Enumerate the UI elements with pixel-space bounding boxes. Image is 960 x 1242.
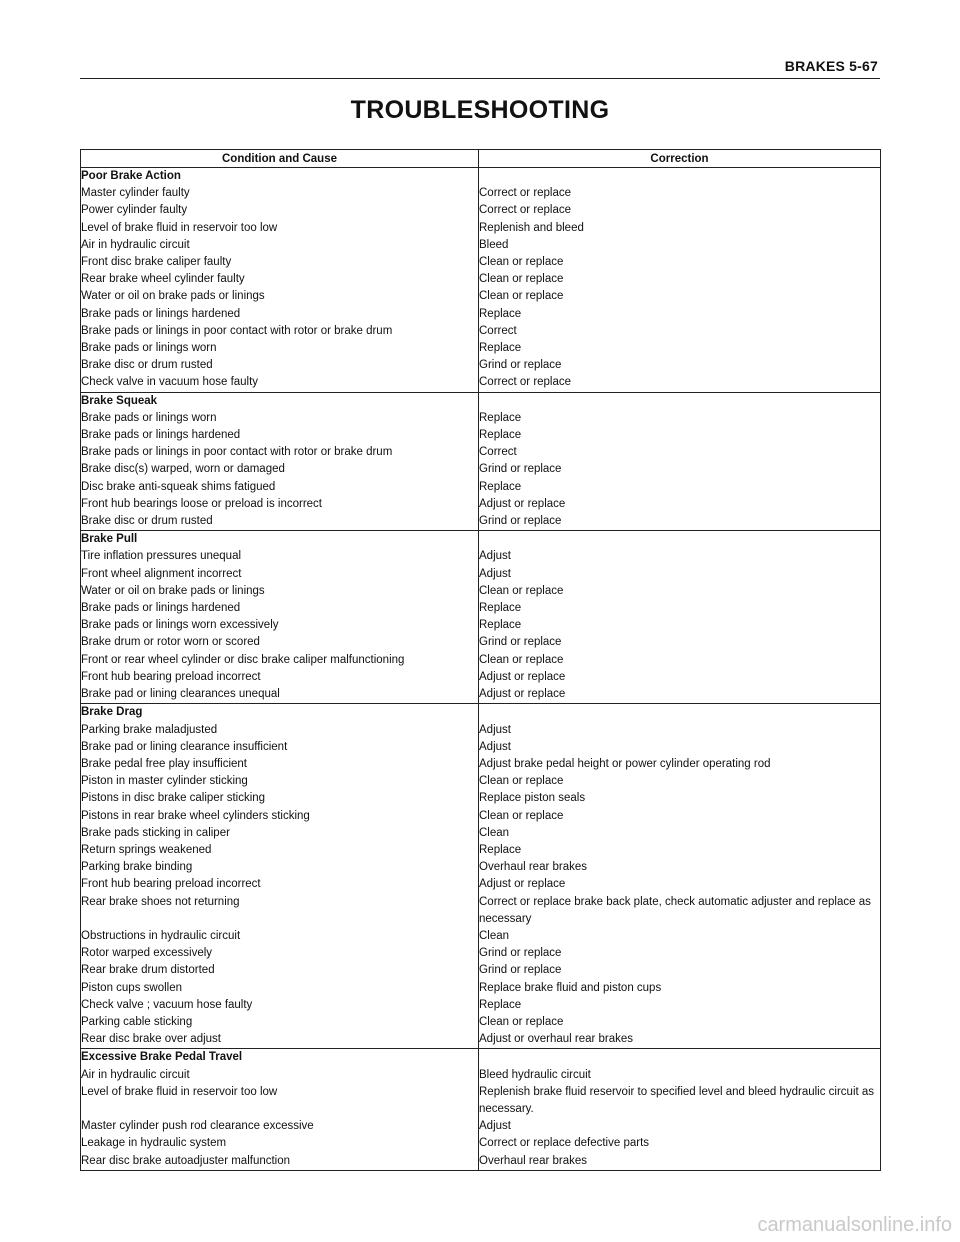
correction-cell: Overhaul rear brakes <box>479 859 881 876</box>
table-row <box>81 444 881 461</box>
table-row <box>81 1084 881 1118</box>
correction-cell: Clean or replace <box>479 1014 881 1031</box>
cause-cell: Brake pads or linings hardened <box>81 600 479 617</box>
watermark: carmanualsonline.info <box>757 1214 952 1236</box>
cause-cell: Obstructions in hydraulic circuit <box>81 928 479 945</box>
table-row <box>81 496 881 513</box>
correction-cell: Adjust or replace <box>479 669 881 686</box>
cause-cell: Return springs weakened <box>81 842 479 859</box>
cause-cell: Rear disc brake autoadjuster malfunction <box>81 1153 479 1171</box>
table-row <box>81 739 881 756</box>
table-row <box>81 894 881 928</box>
table-row <box>81 220 881 237</box>
table-header-row <box>81 150 881 168</box>
correction-cell: Clean or replace <box>479 288 881 305</box>
cause-cell: Front hub bearing preload incorrect <box>81 669 479 686</box>
cause-cell: Parking brake maladjusted <box>81 722 479 739</box>
cause-cell: Check valve ; vacuum hose faulty <box>81 997 479 1014</box>
group-row <box>81 168 881 186</box>
table-row <box>81 340 881 357</box>
correction-cell: Clean or replace <box>479 808 881 825</box>
correction-cell: Replenish brake fluid reservoir to specified level and bleed hydraulic circuit as necessary. <box>479 1084 881 1118</box>
table-row <box>81 859 881 876</box>
correction-cell: Clean or replace <box>479 652 881 669</box>
table-row <box>81 479 881 496</box>
correction-cell: Grind or replace <box>479 513 881 531</box>
cause-cell: Disc brake anti-squeak shims fatigued <box>81 479 479 496</box>
cause-cell: Water or oil on brake pads or linings <box>81 288 479 305</box>
table-row <box>81 1153 881 1171</box>
correction-cell: Replace <box>479 306 881 323</box>
correction-cell: Adjust or overhaul rear brakes <box>479 1031 881 1049</box>
correction-cell: Overhaul rear brakes <box>479 1153 881 1171</box>
cause-cell: Front hub bearings loose or preload is incorrect <box>81 496 479 513</box>
correction-cell: Replace <box>479 997 881 1014</box>
cause-cell: Air in hydraulic circuit <box>81 1067 479 1084</box>
correction-cell: Clean or replace <box>479 773 881 790</box>
correction-cell: Replenish and bleed <box>479 220 881 237</box>
cause-cell: Front hub bearing preload incorrect <box>81 876 479 893</box>
correction-cell: Grind or replace <box>479 962 881 979</box>
cause-cell: Front disc brake caliper faulty <box>81 254 479 271</box>
cause-cell: Brake pads or linings worn excessively <box>81 617 479 634</box>
cause-cell: Rear brake shoes not returning <box>81 894 479 928</box>
group-title-spacer <box>479 168 881 186</box>
table-row <box>81 306 881 323</box>
group-row <box>81 531 881 549</box>
table-row <box>81 808 881 825</box>
correction-cell: Adjust <box>479 722 881 739</box>
table-row <box>81 773 881 790</box>
cause-cell: Level of brake fluid in reservoir too low <box>81 220 479 237</box>
cause-cell: Pistons in rear brake wheel cylinders sticking <box>81 808 479 825</box>
correction-cell: Replace <box>479 600 881 617</box>
table-body <box>81 168 881 1171</box>
cause-cell: Tire inflation pressures unequal <box>81 548 479 565</box>
correction-cell: Correct or replace brake back plate, check automatic adjuster and replace as necessary <box>479 894 881 928</box>
table-row <box>81 945 881 962</box>
cause-cell: Brake pads or linings worn <box>81 410 479 427</box>
cause-cell: Rear brake drum distorted <box>81 962 479 979</box>
table-row <box>81 288 881 305</box>
table-row <box>81 357 881 374</box>
cause-cell: Master cylinder faulty <box>81 185 479 202</box>
group-title: Poor Brake Action <box>81 168 479 186</box>
table-row <box>81 722 881 739</box>
cause-cell: Brake pads sticking in caliper <box>81 825 479 842</box>
correction-cell: Clean or replace <box>479 271 881 288</box>
group-title: Excessive Brake Pedal Travel <box>81 1049 479 1067</box>
table-row <box>81 652 881 669</box>
correction-cell: Bleed hydraulic circuit <box>479 1067 881 1084</box>
group-row <box>81 1049 881 1067</box>
cause-cell: Brake pads or linings worn <box>81 340 479 357</box>
table-row <box>81 825 881 842</box>
table-row <box>81 997 881 1014</box>
table-row <box>81 634 881 651</box>
correction-cell: Adjust or replace <box>479 496 881 513</box>
column-header-correction: Correction <box>479 150 881 168</box>
table-row <box>81 617 881 634</box>
cause-cell: Master cylinder push rod clearance excessive <box>81 1118 479 1135</box>
correction-cell: Grind or replace <box>479 634 881 651</box>
correction-cell: Replace <box>479 340 881 357</box>
table-row <box>81 1118 881 1135</box>
table-row <box>81 842 881 859</box>
cause-cell: Parking brake binding <box>81 859 479 876</box>
correction-cell: Adjust or replace <box>479 686 881 704</box>
troubleshooting-table <box>80 149 881 1171</box>
group-row <box>81 392 881 410</box>
cause-cell: Brake drum or rotor worn or scored <box>81 634 479 651</box>
cause-cell: Brake pad or lining clearances unequal <box>81 686 479 704</box>
table-row <box>81 185 881 202</box>
table-row <box>81 323 881 340</box>
table-row <box>81 600 881 617</box>
table-row <box>81 202 881 219</box>
cause-cell: Brake pads or linings hardened <box>81 306 479 323</box>
table-row <box>81 756 881 773</box>
cause-cell: Brake pads or linings hardened <box>81 427 479 444</box>
group-title-spacer <box>479 1049 881 1067</box>
cause-cell: Front wheel alignment incorrect <box>81 566 479 583</box>
table-row <box>81 427 881 444</box>
cause-cell: Rear brake wheel cylinder faulty <box>81 271 479 288</box>
table-row <box>81 548 881 565</box>
correction-cell: Grind or replace <box>479 945 881 962</box>
cause-cell: Piston cups swollen <box>81 980 479 997</box>
cause-cell: Parking cable sticking <box>81 1014 479 1031</box>
cause-cell: Brake pad or lining clearance insufficient <box>81 739 479 756</box>
cause-cell: Leakage in hydraulic system <box>81 1135 479 1152</box>
page-title: TROUBLESHOOTING <box>350 96 610 124</box>
correction-cell: Replace <box>479 617 881 634</box>
cause-cell: Brake disc or drum rusted <box>81 513 479 531</box>
correction-cell: Replace <box>479 427 881 444</box>
group-title-spacer <box>479 704 881 722</box>
correction-cell: Adjust <box>479 548 881 565</box>
correction-cell: Replace <box>479 842 881 859</box>
correction-cell: Grind or replace <box>479 461 881 478</box>
cause-cell: Front or rear wheel cylinder or disc brake caliper malfunctioning <box>81 652 479 669</box>
table-row <box>81 271 881 288</box>
correction-cell: Adjust or replace <box>479 876 881 893</box>
cause-cell: Rear disc brake over adjust <box>81 1031 479 1049</box>
correction-cell: Clean <box>479 928 881 945</box>
table-row <box>81 686 881 704</box>
correction-cell: Replace brake fluid and piston cups <box>479 980 881 997</box>
correction-cell: Correct or replace <box>479 374 881 392</box>
correction-cell: Grind or replace <box>479 357 881 374</box>
table-row <box>81 669 881 686</box>
table-row <box>81 410 881 427</box>
cause-cell: Brake pads or linings in poor contact with rotor or brake drum <box>81 323 479 340</box>
cause-cell: Air in hydraulic circuit <box>81 237 479 254</box>
group-row <box>81 704 881 722</box>
table-row <box>81 583 881 600</box>
correction-cell: Adjust <box>479 1118 881 1135</box>
correction-cell: Correct <box>479 323 881 340</box>
correction-cell: Bleed <box>479 237 881 254</box>
group-title: Brake Drag <box>81 704 479 722</box>
correction-cell: Correct <box>479 444 881 461</box>
page-header <box>80 58 880 79</box>
table-row <box>81 566 881 583</box>
cause-cell: Brake pedal free play insufficient <box>81 756 479 773</box>
cause-cell: Power cylinder faulty <box>81 202 479 219</box>
correction-cell: Replace <box>479 479 881 496</box>
cause-cell: Pistons in disc brake caliper sticking <box>81 790 479 807</box>
table-row <box>81 374 881 392</box>
correction-cell: Replace piston seals <box>479 790 881 807</box>
cause-cell: Level of brake fluid in reservoir too low <box>81 1084 479 1118</box>
column-header-condition: Condition and Cause <box>81 150 479 168</box>
table-row <box>81 962 881 979</box>
correction-cell: Clean <box>479 825 881 842</box>
cause-cell: Piston in master cylinder sticking <box>81 773 479 790</box>
cause-cell: Brake disc(s) warped, worn or damaged <box>81 461 479 478</box>
table-row <box>81 980 881 997</box>
cause-cell: Brake pads or linings in poor contact with rotor or brake drum <box>81 444 479 461</box>
table-row <box>81 1031 881 1049</box>
table-row <box>81 1014 881 1031</box>
group-title-spacer <box>479 392 881 410</box>
table-row <box>81 461 881 478</box>
table-row <box>81 254 881 271</box>
cause-cell: Brake disc or drum rusted <box>81 357 479 374</box>
correction-cell: Correct or replace <box>479 202 881 219</box>
correction-cell: Clean or replace <box>479 254 881 271</box>
correction-cell: Clean or replace <box>479 583 881 600</box>
correction-cell: Replace <box>479 410 881 427</box>
table-row <box>81 928 881 945</box>
correction-cell: Adjust <box>479 566 881 583</box>
group-title-spacer <box>479 531 881 549</box>
correction-cell: Adjust <box>479 739 881 756</box>
table-row <box>81 876 881 893</box>
cause-cell: Check valve in vacuum hose faulty <box>81 374 479 392</box>
section-page-label: BRAKES 5-67 <box>784 58 878 74</box>
table-row <box>81 790 881 807</box>
correction-cell: Correct or replace <box>479 185 881 202</box>
group-title: Brake Pull <box>81 531 479 549</box>
cause-cell: Rotor warped excessively <box>81 945 479 962</box>
table-row <box>81 1067 881 1084</box>
table-row <box>81 1135 881 1152</box>
table-row <box>81 513 881 531</box>
correction-cell: Adjust brake pedal height or power cylinder operating rod <box>479 756 881 773</box>
table-row <box>81 237 881 254</box>
cause-cell: Water or oil on brake pads or linings <box>81 583 479 600</box>
correction-cell: Correct or replace defective parts <box>479 1135 881 1152</box>
group-title: Brake Squeak <box>81 392 479 410</box>
